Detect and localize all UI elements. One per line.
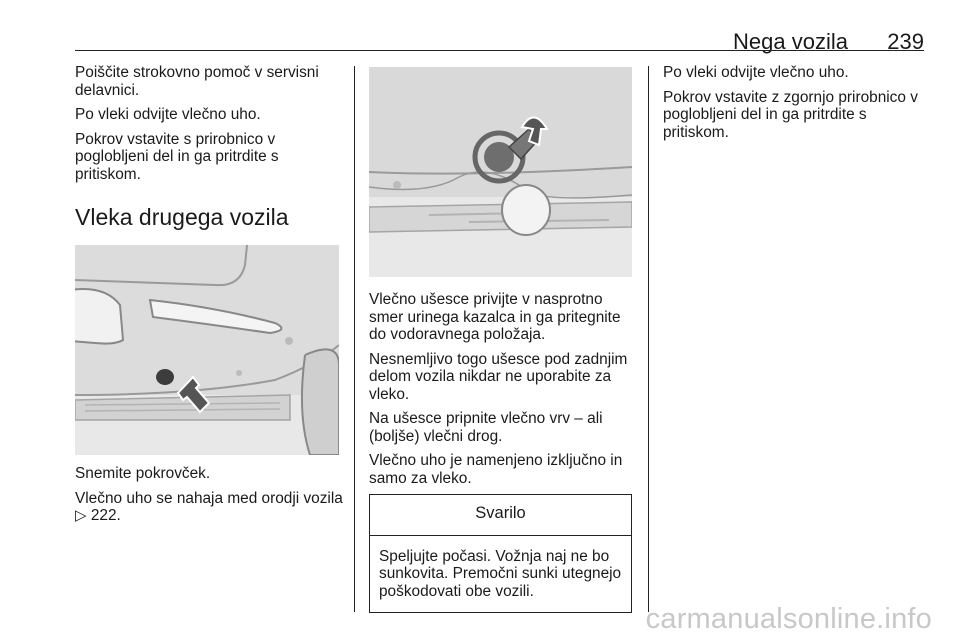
paragraph: Pokrov vstavite z zgornjo prirobnico v poglobljeni del in ga pritrdite s pritiskom. — [663, 88, 918, 141]
header-divider — [75, 50, 924, 51]
paragraph: Vlečno uho je namenjeno izključno in samo za vleko. — [369, 452, 623, 487]
tow-eye-cover-illustration — [75, 245, 339, 455]
paragraph: Po vleki odvijte vlečno uho. — [663, 64, 849, 81]
paragraph: Poiščite strokovno pomoč v servisni delavnici. — [75, 64, 319, 99]
paragraph: Pokrov vstavite s prirobnico v poglobljeni del in ga pritrdite s pritiskom. — [75, 130, 279, 183]
page-reference: 222. — [90, 507, 121, 524]
page-number: 239 — [887, 29, 924, 54]
paragraph — [75, 490, 345, 525]
watermark: carmanualsonline.info — [645, 603, 932, 635]
paragraph: Na ušesce pripnite vlečno vrv – ali (boljše) vlečni drog. — [369, 410, 603, 445]
column-left — [75, 64, 345, 532]
column-middle — [369, 64, 637, 613]
section-heading: Vleka drugega vozila — [75, 204, 289, 230]
section-title: Nega vozila — [733, 29, 848, 54]
paragraph: Po vleki odvijte vlečno uho. — [75, 106, 261, 123]
warning-text: Speljujte počasi. Vožnja naj ne bo sunkovita. Premočni sunki utegnejo poškodovati obe vozili. — [379, 547, 622, 600]
column-divider — [648, 66, 649, 612]
paragraph-text: Vlečno uho se nahaja med orodji vozila — [75, 489, 343, 507]
warning-title: Svarilo — [370, 495, 631, 536]
paragraph: Snemite pokrovček. — [75, 465, 211, 482]
paragraph: Vlečno ušesce privijte v nasprotno smer urinega kazalca in ga pritegnite do vodoravnega položaja. — [369, 291, 621, 343]
column-right — [663, 64, 928, 148]
paragraph: Nesnemljivo togo ušesce pod zadnjim delom vozila nikdar ne uporabite za vleko. — [369, 350, 628, 403]
tow-eye-installation-illustration — [369, 67, 632, 277]
warning-box — [369, 494, 632, 613]
page-reference-icon: ▷ — [75, 507, 87, 524]
page-header — [0, 26, 960, 56]
column-divider — [354, 66, 355, 612]
